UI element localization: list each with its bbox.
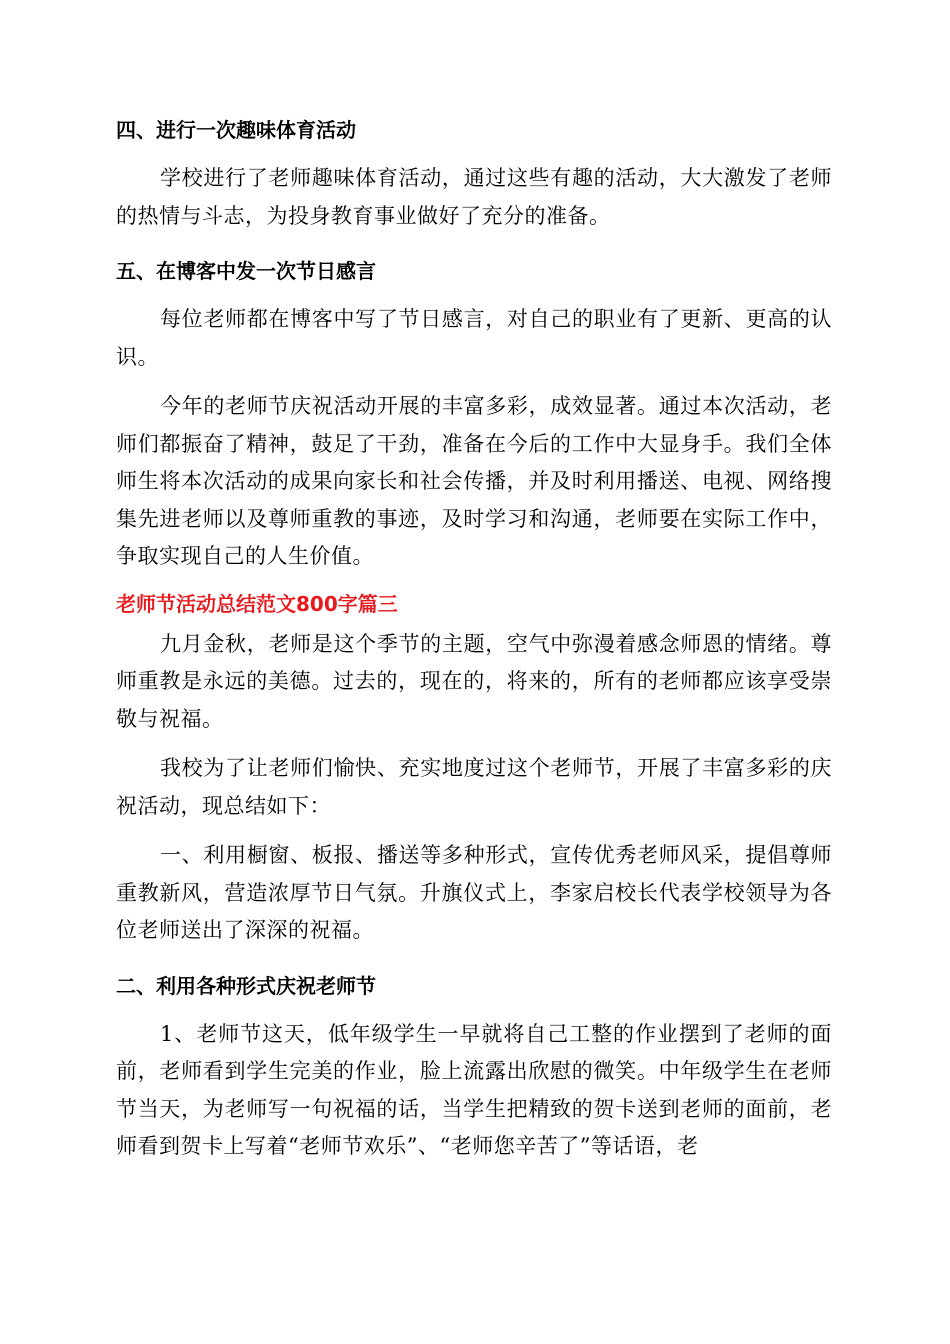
article-title: 老师节活动总结范文800字篇三	[116, 591, 398, 616]
paragraph: 今年的老师节庆祝活动开展的丰富多彩，成效显著。通过本次活动，老师们都振奋了精神，鼓足了干劲，准备在今后的工作中大显身手。我们全体师生将本次活动的成果向家长和社会传播，并及时利用播送、电视、网络搜集先进老师以及尊师重教的事迹，及时学习和沟通，老师要在实际工作中，争取实现自己的人生价值。	[116, 394, 832, 568]
paragraph: 九月金秋，老师是这个季节的主题，空气中弥漫着感念师恩的情绪。尊师重教是永远的美德。过去的，现在的，将来的，所有的老师都应该享受崇敬与祝福。	[116, 631, 832, 731]
paragraph: 学校进行了老师趣味体育活动，通过这些有趣的活动，大大激发了老师的热情与斗志，为投身教育事业做好了充分的准备。	[116, 166, 832, 228]
document-body	[116, 112, 832, 1166]
paragraph: 一、利用橱窗、板报、播送等多种形式，宣传优秀老师风采，提倡尊师重教新风，营造浓厚节日气氛。升旗仪式上，李家启校长代表学校领导为各位老师送出了深深的祝福。	[116, 843, 832, 942]
section-heading-5: 五、在博客中发一次节日感言	[116, 259, 376, 283]
section-heading-4: 四、进行一次趣味体育活动	[116, 118, 356, 142]
paragraph: 我校为了让老师们愉快、充实地度过这个老师节，开展了丰富多彩的庆祝活动，现总结如下：	[116, 756, 832, 818]
section-heading-2: 二、利用各种形式庆祝老师节	[116, 973, 376, 998]
paragraph: 每位老师都在博客中写了节日感言，对自己的职业有了更新、更高的认识。	[116, 307, 832, 369]
paragraph: 1、老师节这天，低年级学生一早就将自己工整的作业摆到了老师的面前，老师看到学生完美的作业，脸上流露出欣慰的微笑。中年级学生在老师节当天，为老师写一句祝福的话，当学生把精致的贺卡送到老师的面前，老师看到贺卡上写着“老师节欢乐”、“老师您辛苦了”等话语，老	[116, 1021, 832, 1158]
